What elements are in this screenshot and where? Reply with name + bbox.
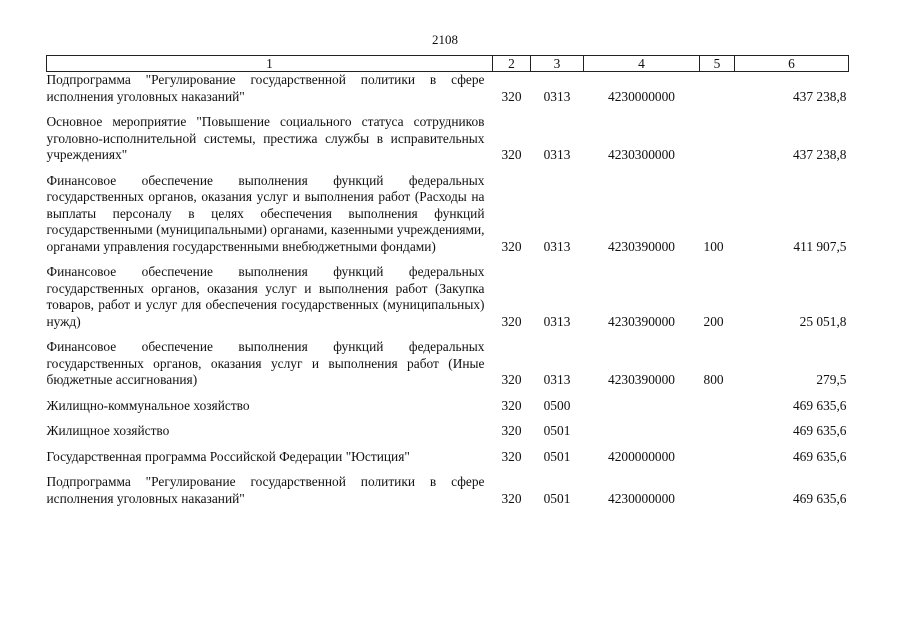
header-cell-3: 3 <box>531 56 584 72</box>
row-amount: 469 635,6 <box>792 423 847 438</box>
row-csr: 4230000000 <box>608 490 675 506</box>
row-rzpr: 0313 <box>543 88 571 104</box>
row-ved: 320 <box>501 88 522 104</box>
row-vr: 200 <box>703 313 724 329</box>
row-amount: 437 238,8 <box>792 88 847 104</box>
row-rzpr: 0313 <box>543 147 571 162</box>
row-name: Жилищно-коммунальное хозяйство <box>46 397 250 413</box>
row-name: Подпрограмма "Регулирование государственной политики в сфере исполнения уголовных наказаний" <box>46 72 485 104</box>
header-cell-6: 6 <box>735 56 849 72</box>
row-rzpr: 0501 <box>543 490 571 506</box>
row-csr: 4230000000 <box>608 88 675 104</box>
row-rzpr: 0313 <box>543 238 571 254</box>
row-name: Финансовое обеспечение выполнения функций федеральных государственных органов, оказания услуг и выполнения работ (Иные бюджетные ассигнования) <box>46 339 485 387</box>
row-amount: 25 051,8 <box>799 313 847 329</box>
row-vr <box>700 474 735 507</box>
row-name: Финансовое обеспечение выполнения функций федеральных государственных органов, оказания услуг и выполнения работ (Расходы на выплаты персоналу в целях обеспечения выполнения функций государственными (муниципальными) органами, казенными учреждениями, органами управления государственными внебюджетными фондами) <box>46 172 485 254</box>
row-ved: 320 <box>501 397 522 413</box>
row-vr <box>700 398 735 415</box>
row-vr: 100 <box>703 238 724 254</box>
row-vr <box>700 449 735 466</box>
row-rzpr: 0501 <box>543 423 571 438</box>
header-cell-2: 2 <box>493 56 531 72</box>
row-vr: 800 <box>703 372 724 387</box>
row-csr <box>584 398 700 415</box>
row-csr: 4230390000 <box>608 372 675 387</box>
page-number: 2108 <box>432 32 458 47</box>
row-amount: 411 907,5 <box>793 238 847 254</box>
row-rzpr: 0313 <box>543 372 571 387</box>
row-ved: 320 <box>501 147 522 162</box>
row-amount: 469 635,6 <box>792 448 847 464</box>
row-csr: 4200000000 <box>608 448 675 464</box>
row-name: Основное мероприятие "Повышение социального статуса сотрудников уголовно-исполнительной системы, престижа службы в исправительных учреждениях" <box>46 114 485 162</box>
row-amount: 469 635,6 <box>792 397 847 413</box>
table-row <box>47 339 849 389</box>
table-row <box>47 173 849 256</box>
row-ved: 320 <box>501 448 522 464</box>
table-row <box>47 449 849 466</box>
row-csr <box>584 423 700 440</box>
header-cell-1: 1 <box>47 56 493 72</box>
row-rzpr: 0500 <box>543 397 571 413</box>
row-name: Жилищное хозяйство <box>46 423 170 438</box>
table-row <box>47 264 849 330</box>
header-row <box>47 56 849 72</box>
table-row <box>47 72 849 106</box>
table-row <box>47 423 849 440</box>
row-amount: 437 238,8 <box>792 147 847 162</box>
row-amount: 279,5 <box>816 372 847 387</box>
budget-table <box>46 55 849 507</box>
table-row <box>47 398 849 415</box>
row-ved: 320 <box>501 372 522 387</box>
row-csr: 4230390000 <box>608 313 675 329</box>
row-rzpr: 0501 <box>543 448 571 464</box>
table-row <box>47 114 849 164</box>
row-name: Подпрограмма "Регулирование государственной политики в сфере исполнения уголовных наказаний" <box>46 474 485 506</box>
row-name: Финансовое обеспечение выполнения функций федеральных государственных органов, оказания услуг и выполнения работ (Закупка товаров, работ и услуг для обеспечения государственных (муниципальных) нужд) <box>46 264 485 329</box>
row-csr: 4230390000 <box>608 238 675 254</box>
header-cell-4: 4 <box>584 56 700 72</box>
row-ved: 320 <box>501 423 522 438</box>
row-vr <box>700 114 735 164</box>
row-csr: 4230300000 <box>608 147 675 162</box>
row-vr <box>700 72 735 106</box>
row-rzpr: 0313 <box>543 313 571 329</box>
row-ved: 320 <box>501 490 522 506</box>
table-row <box>47 474 849 507</box>
row-vr <box>700 423 735 440</box>
row-amount: 469 635,6 <box>792 490 847 506</box>
header-cell-5: 5 <box>700 56 735 72</box>
row-ved: 320 <box>501 313 522 329</box>
row-ved: 320 <box>501 238 522 254</box>
row-name: Государственная программа Российской Федерации "Юстиция" <box>46 448 410 464</box>
